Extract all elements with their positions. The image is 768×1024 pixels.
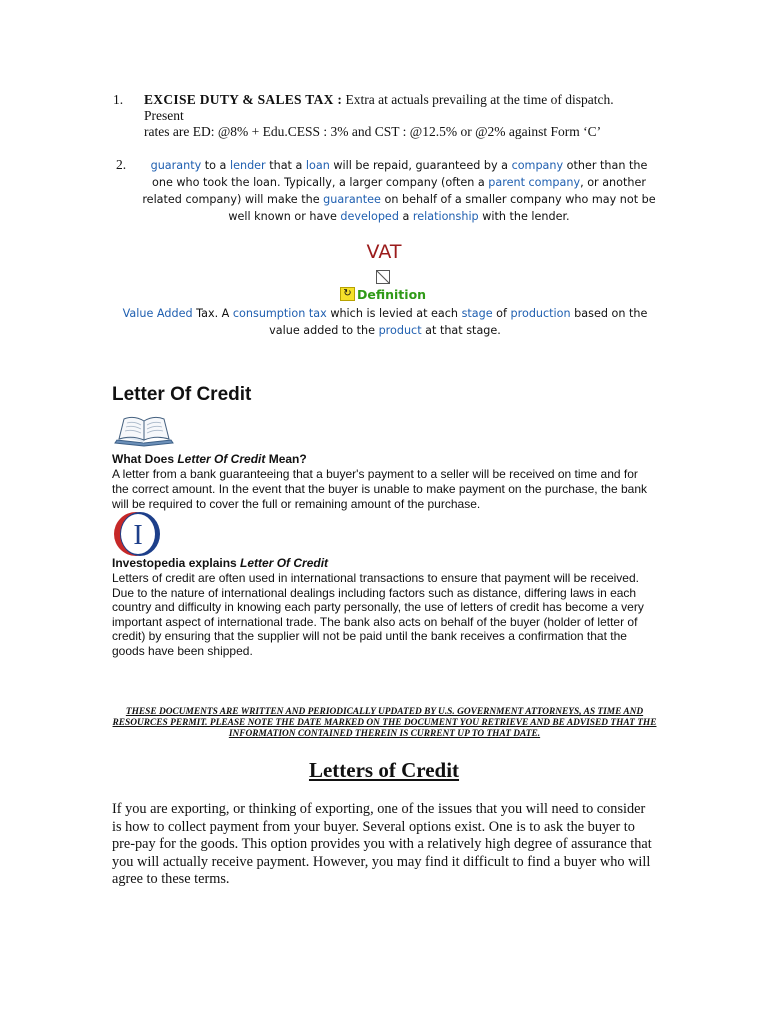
link-stage[interactable]: stage: [461, 307, 493, 320]
definition-label: Definition: [357, 286, 427, 302]
investopedia-explains-heading: [112, 556, 328, 570]
what-does-prefix: What Does: [112, 452, 178, 466]
link-product[interactable]: product: [378, 324, 422, 337]
excise-sales-tax-text-2: Present: [144, 108, 184, 123]
text-segment: Tax. A: [192, 307, 233, 320]
excise-sales-tax-text: Extra at actuals prevailing at the time of dispatch.: [342, 92, 614, 107]
link-loan[interactable]: loan: [305, 159, 330, 172]
vat-definition: [110, 305, 660, 339]
guaranty-definition: [140, 157, 658, 225]
text-segment: that a: [265, 159, 306, 172]
disclaimer: THESE DOCUMENTS ARE WRITTEN AND PERIODICALLY UPDATED BY U.S. GOVERNMENT ATTORNEYS, AS TIME AND RESOURCES PERMIT. PLEASE NOTE THE DATE MARKED ON THE DOCUMENT YOU RETRIEVE AND BE ADVISED THAT THE INFORMATION CONTAINED THEREIN IS CURRENT UP TO THAT DATE.: [112, 707, 657, 740]
link-production[interactable]: production: [510, 307, 571, 320]
text-segment: other than the one who took the loan. Typically, a larger company (often a: [152, 159, 648, 189]
link-guarantee[interactable]: guarantee: [323, 193, 381, 206]
definition-icon: ↻: [340, 287, 355, 301]
what-does-suffix: Mean?: [265, 452, 307, 466]
text-segment: of: [492, 307, 511, 320]
investopedia-logo-letter: I: [133, 520, 143, 551]
link-developed[interactable]: developed: [340, 210, 399, 223]
what-does-term: Letter Of Credit: [177, 452, 266, 466]
excise-sales-tax-rates: rates are ED: @8% + Edu.CESS : 3% and CST : @12.5% or @2% against Form ‘C’: [144, 124, 602, 139]
text-segment: with the lender.: [478, 210, 570, 223]
investopedia-explains-term: Letter Of Credit: [240, 556, 329, 570]
open-book-icon: [112, 413, 176, 449]
link-relationship[interactable]: relationship: [412, 210, 479, 223]
text-segment: , or another related company) will make the: [142, 176, 646, 206]
text-segment: which is levied at each: [326, 307, 462, 320]
link-value-added[interactable]: Value Added: [122, 307, 193, 320]
link-parent-company[interactable]: parent company: [488, 176, 581, 189]
investopedia-explains-prefix: Investopedia explains: [112, 556, 241, 570]
investopedia-logo: [112, 511, 164, 557]
what-does-heading: [112, 452, 307, 466]
item-number-2: 2.: [116, 157, 127, 172]
definition-row: [340, 286, 426, 302]
link-guaranty[interactable]: guaranty: [150, 159, 202, 172]
link-company[interactable]: company: [511, 159, 564, 172]
text-segment: based on the value added to the: [269, 307, 648, 337]
link-consumption-tax[interactable]: consumption tax: [232, 307, 327, 320]
text-segment: will be repaid, guaranteed by a: [329, 159, 512, 172]
text-segment: to a: [201, 159, 230, 172]
vat-title: VAT: [366, 241, 402, 263]
text-segment: on behalf of a smaller company who may not be well known or have: [228, 193, 656, 223]
broken-image-icon: [376, 270, 390, 284]
text-segment: at that stage.: [421, 324, 501, 337]
letters-of-credit-body: If you are exporting, or thinking of exporting, one of the issues that you will need to consider is how to collect payment from your buyer. Several options exist. One is to ask the buyer to pre-pay for the goods. This option provides you with a relatively high degree of assurance that you will actually receive payment. However, you may find it difficult to find a buyer who will agree to these terms.: [112, 801, 652, 888]
excise-sales-tax-heading: EXCISE DUTY & SALES TAX :: [144, 92, 343, 107]
investopedia-explains-body: Letters of credit are often used in international transactions to ensure that payment will be received. Due to the nature of international dealings including factors such as distance, differing laws in each country and difficulty in knowing each party personally, the use of letters of credit has become a very important aspect of international trade. The bank also acts on behalf of the buyer (holder of letter of credit) by ensuring that the supplier will not be paid until the bank receives a confirmation that the goods have been shipped.: [112, 571, 644, 658]
what-does-body: A letter from a bank guaranteeing that a buyer's payment to a seller will be received on time and for the correct amount. In the event that the buyer is unable to make payment on the purchase, the bank will be required to cover the full or remaining amount of the purchase.: [112, 467, 647, 511]
text-segment: a: [398, 210, 413, 223]
excise-sales-tax-line: [144, 92, 614, 108]
letters-of-credit-heading: Letters of Credit: [308, 758, 460, 782]
link-lender[interactable]: lender: [229, 159, 266, 172]
item-number: 1.: [113, 92, 124, 107]
letter-of-credit-heading: Letter Of Credit: [112, 384, 252, 405]
